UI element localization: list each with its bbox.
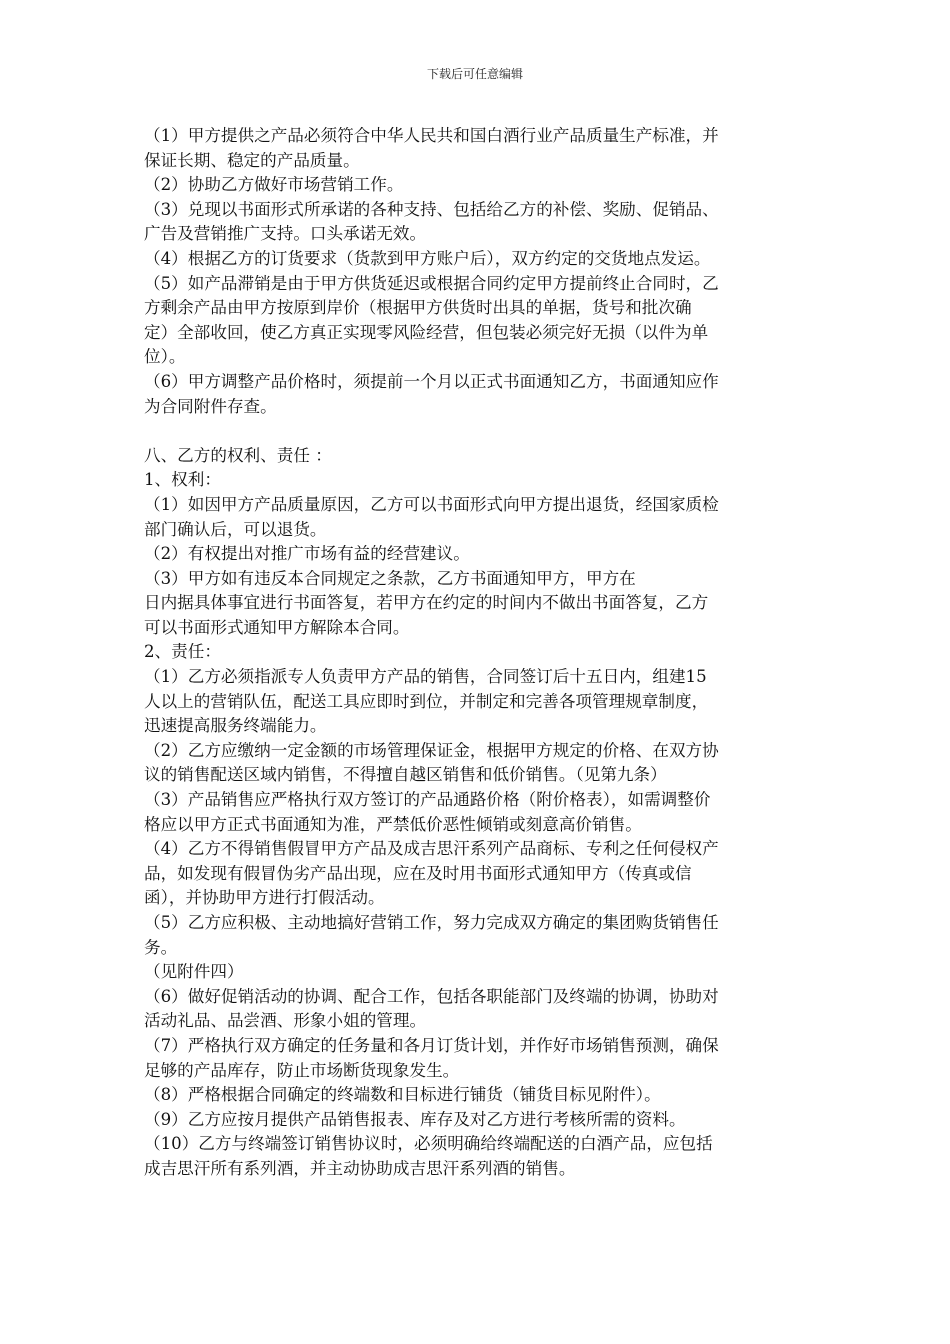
text-line: （9）乙方应按月提供产品销售报表、库存及对乙方进行考核所需的资料。 (144, 1109, 686, 1129)
text-line: 八、乙方的权利、责任 ： (144, 445, 332, 465)
text-line: 可以书面形式通知甲方解除本合同。 (144, 617, 410, 637)
text-line: （1）甲方提供之产品必须符合中华人民共和国白酒行业产品质量生产标准，并 (144, 126, 719, 145)
text-line: 2、责任： (144, 642, 221, 662)
text-line: （5）乙方应积极、主动地搞好营销工作，努力完成双方确定的集团购货销售任 (144, 913, 719, 932)
text-line: 迅速提高服务终端能力。 (144, 716, 327, 736)
text-line: 格应以甲方正式书面通知为准，严禁低价恶性倾销或刻意高价销售。 (144, 814, 642, 834)
text-line: （10）乙方与终端签订销售协议时，必须明确给终端配送的白酒产品，应包括 (144, 1134, 713, 1154)
text-line: （见附件四） (144, 962, 244, 982)
text-line: 1、权利： (144, 470, 221, 490)
text-line: （4）乙方不得销售假冒甲方产品及成吉思汗系列产品商标、专利之任何侵权产 (144, 839, 719, 859)
text-line: 议的销售配送区域内销售，不得擅自越区销售和低价销售。（见第九条） (144, 765, 667, 785)
text-line: 活动礼品、品尝酒、形象小姐的管理。 (144, 1011, 427, 1031)
text-line: （5）如产品滞销是由于甲方供货延迟或根据合同约定甲方提前终止合同时，乙 (144, 273, 719, 293)
text-line: 部门确认后，可以退货。 (144, 519, 327, 539)
text-line: 人以上的营销队伍，配送工具应即时到位，并制定和完善各项管理规章制度， (144, 691, 709, 711)
text-line: （2）协助乙方做好市场营销工作。 (144, 175, 404, 195)
text-line: （6）做好促销活动的协调、配合工作，包括各职能部门及终端的协调，协助对 (144, 986, 719, 1006)
text-line: 品，如发现有假冒伪劣产品出现，应在及时用书面形式通知甲方（传真或信 (144, 863, 692, 883)
text-line: （3）产品销售应严格执行双方签订的产品通路价格（附价格表），如需调整价 (144, 790, 711, 810)
text-line: 方剩余产品由甲方按原到岸价（根据甲方供货时出具的单据，货号和批次确 (144, 298, 692, 318)
text-line: 成吉思汗所有系列酒，并主动协助成吉思汗系列酒的销售。 (144, 1158, 576, 1178)
text-line: 为合同附件存查。 (144, 396, 277, 416)
page-header: 下载后可任意编辑 (426, 67, 523, 81)
document-body (144, 124, 824, 1182)
text-line: （7）严格执行双方确定的任务量和各月订货计划，并作好市场销售预测，确保 (144, 1035, 719, 1055)
text-line: （3）甲方如有违反本合同规定之条款，乙方书面通知甲方，甲方在 (144, 568, 636, 588)
text-line: （1）乙方必须指派专人负责甲方产品的销售，合同签订后十五日内，组建15 (144, 667, 707, 687)
text-line: 位）。 (144, 347, 186, 367)
text-line: 保证长期、稳定的产品质量。 (144, 150, 360, 170)
text-line: （8）严格根据合同确定的终端数和目标进行铺货（铺货目标见附件）。 (144, 1085, 661, 1105)
text-line: （4）根据乙方的订货要求（货款到甲方账户后），双方约定的交货地点发运。 (144, 248, 711, 268)
text-line: （3）兑现以书面形式所承诺的各种支持、包括给乙方的补偿、奖励、促销品、 (144, 199, 719, 219)
text-line: （2）有权提出对推广市场有益的经营建议。 (144, 544, 470, 564)
text-line: 定）全部收回，使乙方真正实现零风险经营，但包装必须完好无损（以件为单 (144, 322, 709, 342)
text-line: 足够的产品库存，防止市场断货现象发生。 (144, 1060, 460, 1080)
text-line: 函），并协助甲方进行打假活动。 (144, 888, 385, 908)
text-line: 广告及营销推广支持。口头承诺无效。 (144, 224, 427, 244)
text-line: 日内据具体事宜进行书面答复，若甲方在约定的时间内不做出书面答复，乙方 (144, 593, 709, 613)
text-line: 务。 (144, 937, 178, 957)
text-line: （6）甲方调整产品价格时，须提前一个月以正式书面通知乙方，书面通知应作 (144, 371, 719, 391)
text-line: （1）如因甲方产品质量原因，乙方可以书面形式向甲方提出退货，经国家质检 (144, 494, 719, 514)
blank-line (144, 419, 824, 444)
text-line: （2）乙方应缴纳一定金额的市场管理保证金，根据甲方规定的价格、在双方协 (144, 740, 719, 760)
